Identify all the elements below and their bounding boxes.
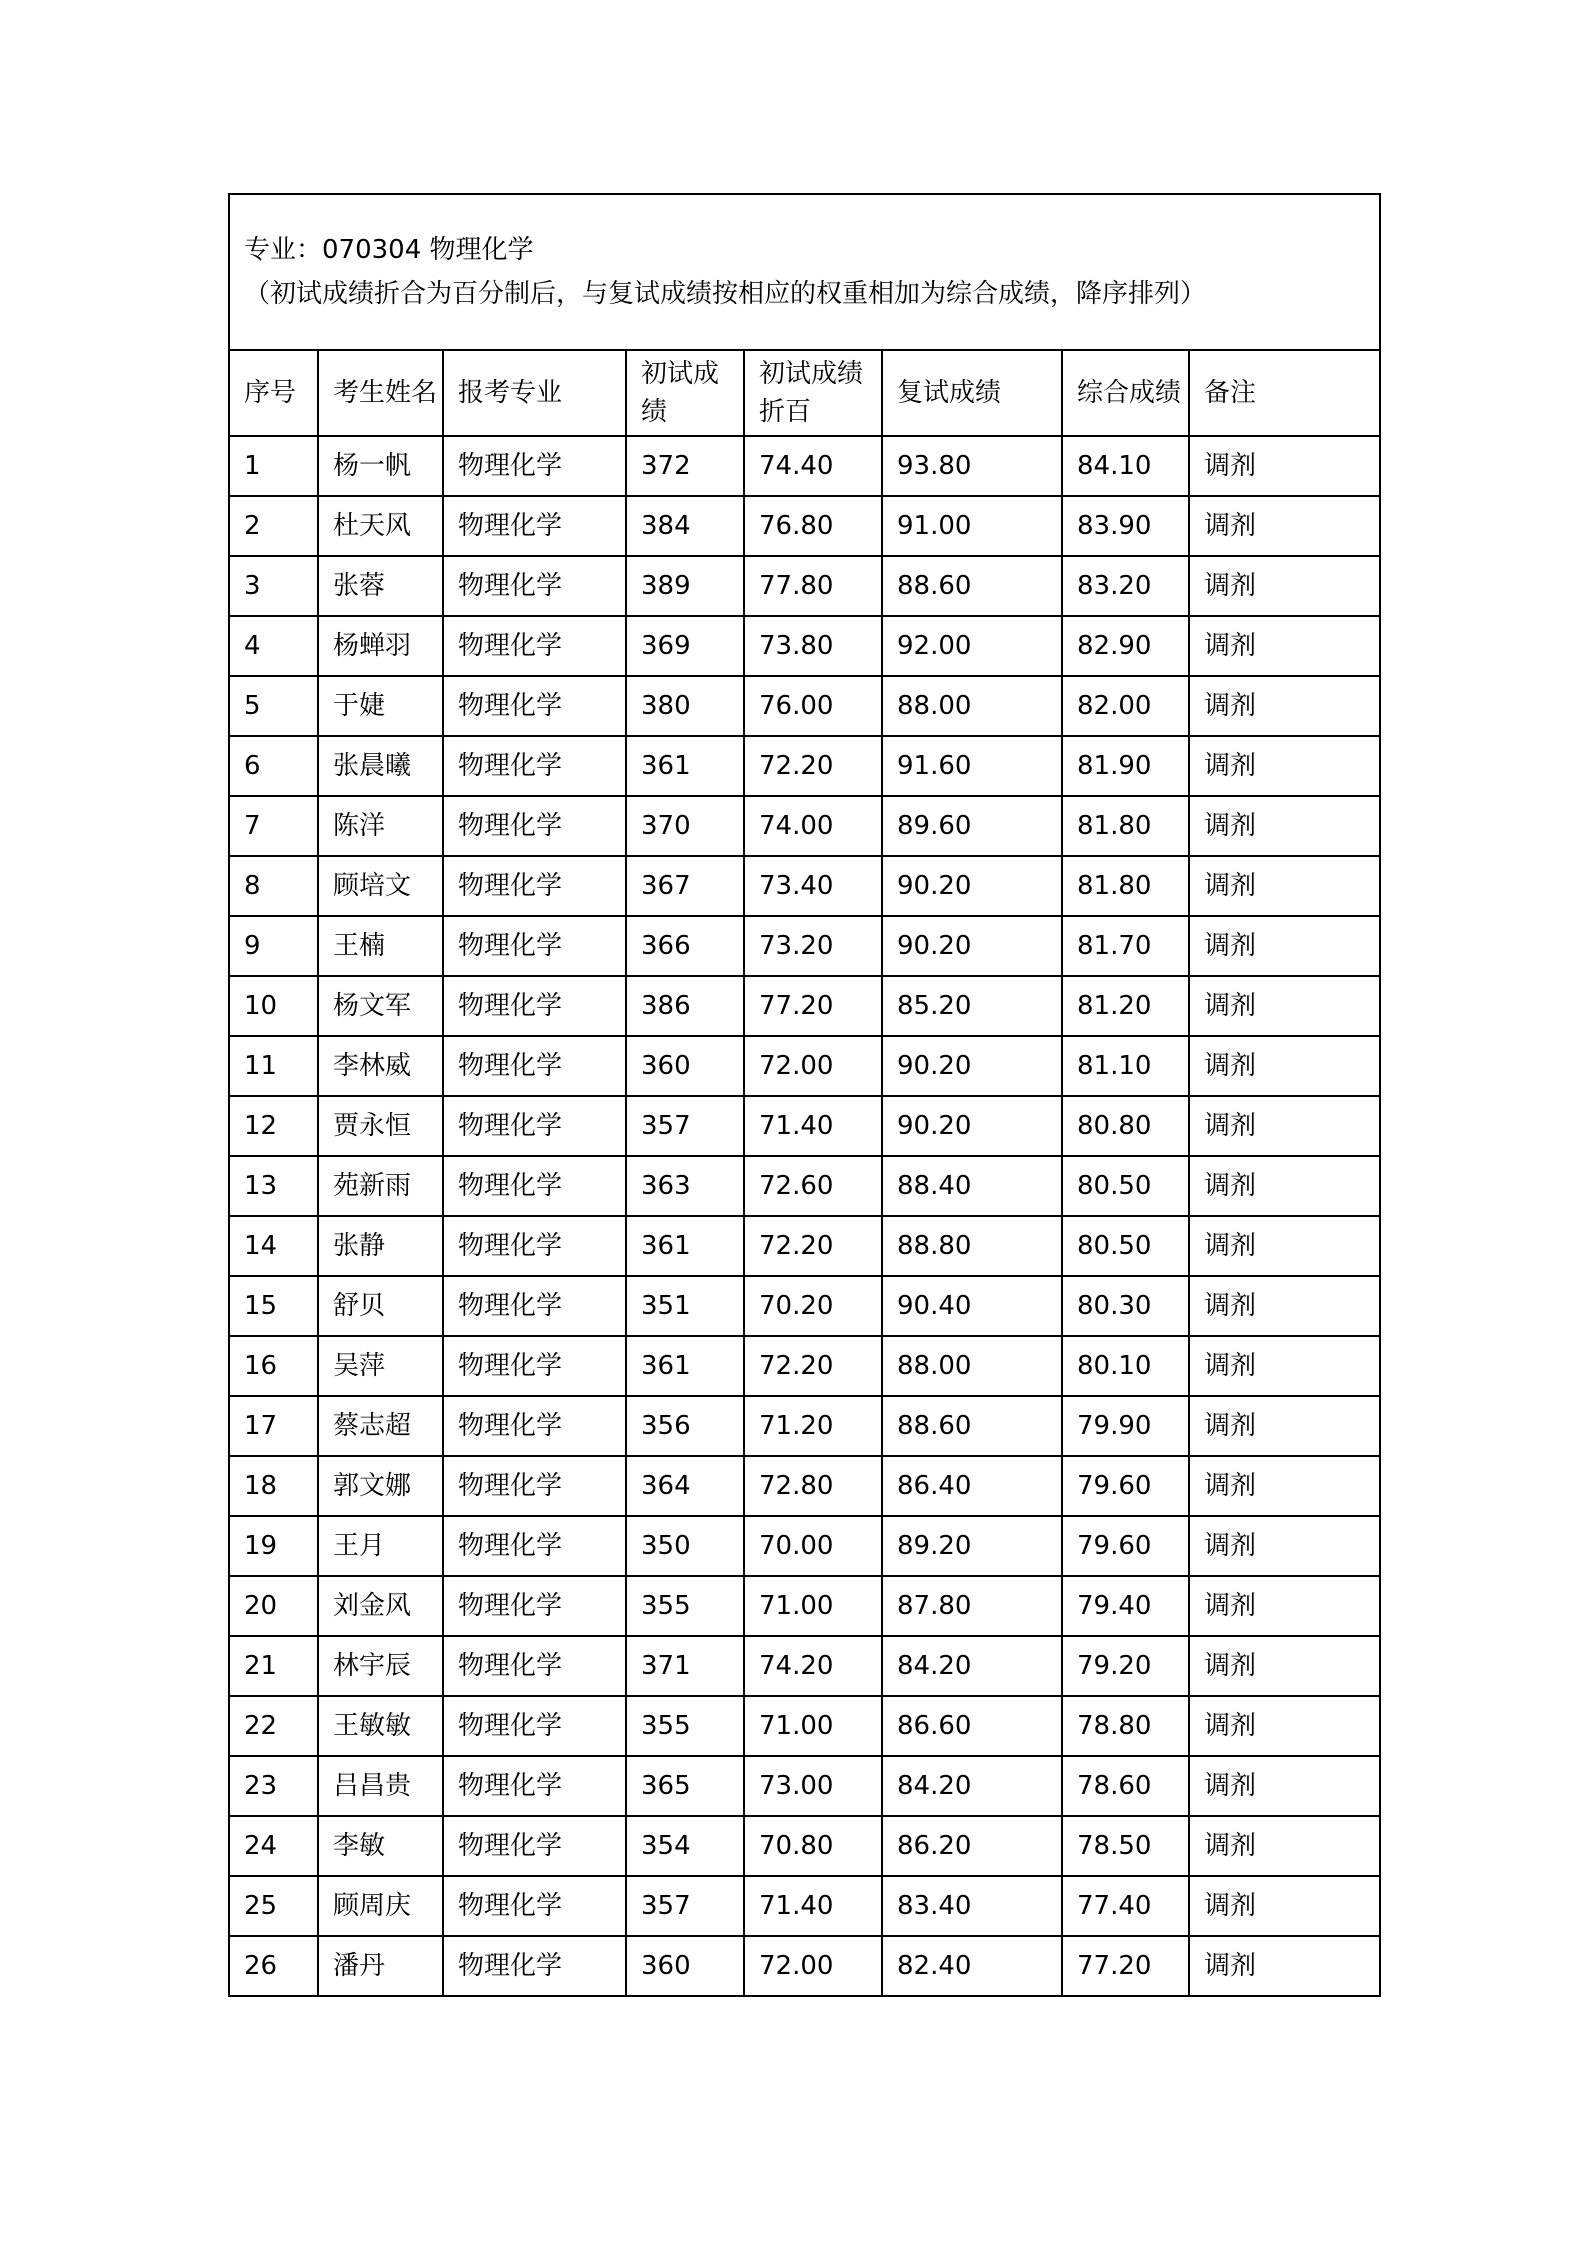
cell-retest-score: 91.00 bbox=[882, 496, 1062, 556]
cell-prelim-score: 360 bbox=[626, 1036, 744, 1096]
table-row bbox=[229, 736, 1380, 796]
cell-prelim-percent: 72.20 bbox=[744, 1336, 882, 1396]
cell-remark: 调剂 bbox=[1189, 1936, 1380, 1996]
cell-name: 杜天风 bbox=[318, 496, 443, 556]
cell-remark: 调剂 bbox=[1189, 1096, 1380, 1156]
cell-prelim-percent: 72.00 bbox=[744, 1036, 882, 1096]
cell-remark: 调剂 bbox=[1189, 616, 1380, 676]
cell-remark: 调剂 bbox=[1189, 1816, 1380, 1876]
cell-total-score: 79.60 bbox=[1062, 1456, 1189, 1516]
cell-index: 2 bbox=[229, 496, 318, 556]
cell-prelim-score: 356 bbox=[626, 1396, 744, 1456]
cell-total-score: 83.90 bbox=[1062, 496, 1189, 556]
table-row bbox=[229, 1216, 1380, 1276]
cell-remark: 调剂 bbox=[1189, 496, 1380, 556]
cell-remark: 调剂 bbox=[1189, 1396, 1380, 1456]
cell-index: 9 bbox=[229, 916, 318, 976]
cell-total-score: 82.90 bbox=[1062, 616, 1189, 676]
cell-name: 王月 bbox=[318, 1516, 443, 1576]
cell-prelim-percent: 71.20 bbox=[744, 1396, 882, 1456]
cell-index: 12 bbox=[229, 1096, 318, 1156]
cell-retest-score: 89.20 bbox=[882, 1516, 1062, 1576]
cell-name: 刘金风 bbox=[318, 1576, 443, 1636]
cell-retest-score: 88.60 bbox=[882, 1396, 1062, 1456]
cell-prelim-score: 360 bbox=[626, 1936, 744, 1996]
table-row bbox=[229, 496, 1380, 556]
cell-prelim-percent: 71.40 bbox=[744, 1876, 882, 1936]
cell-prelim-score: 357 bbox=[626, 1096, 744, 1156]
table-row bbox=[229, 1936, 1380, 1996]
cell-major: 物理化学 bbox=[443, 856, 626, 916]
table-row bbox=[229, 1156, 1380, 1216]
cell-prelim-percent: 70.00 bbox=[744, 1516, 882, 1576]
cell-major: 物理化学 bbox=[443, 616, 626, 676]
cell-name: 舒贝 bbox=[318, 1276, 443, 1336]
cell-major: 物理化学 bbox=[443, 1096, 626, 1156]
cell-major: 物理化学 bbox=[443, 1456, 626, 1516]
table-row bbox=[229, 676, 1380, 736]
cell-index: 21 bbox=[229, 1636, 318, 1696]
cell-major: 物理化学 bbox=[443, 1036, 626, 1096]
cell-retest-score: 90.20 bbox=[882, 856, 1062, 916]
cell-index: 10 bbox=[229, 976, 318, 1036]
cell-index: 16 bbox=[229, 1336, 318, 1396]
cell-major: 物理化学 bbox=[443, 1516, 626, 1576]
cell-total-score: 79.90 bbox=[1062, 1396, 1189, 1456]
cell-remark: 调剂 bbox=[1189, 796, 1380, 856]
cell-major: 物理化学 bbox=[443, 1696, 626, 1756]
caption-row bbox=[229, 194, 1380, 350]
cell-index: 17 bbox=[229, 1396, 318, 1456]
cell-total-score: 79.40 bbox=[1062, 1576, 1189, 1636]
table-row bbox=[229, 1336, 1380, 1396]
cell-index: 24 bbox=[229, 1816, 318, 1876]
cell-total-score: 81.80 bbox=[1062, 856, 1189, 916]
cell-prelim-score: 355 bbox=[626, 1576, 744, 1636]
cell-retest-score: 86.40 bbox=[882, 1456, 1062, 1516]
cell-name: 于婕 bbox=[318, 676, 443, 736]
cell-total-score: 77.40 bbox=[1062, 1876, 1189, 1936]
cell-prelim-score: 369 bbox=[626, 616, 744, 676]
cell-prelim-score: 384 bbox=[626, 496, 744, 556]
cell-remark: 调剂 bbox=[1189, 1876, 1380, 1936]
cell-prelim-score: 370 bbox=[626, 796, 744, 856]
cell-index: 18 bbox=[229, 1456, 318, 1516]
cell-prelim-percent: 74.00 bbox=[744, 796, 882, 856]
cell-name: 杨文军 bbox=[318, 976, 443, 1036]
cell-name: 杨一帆 bbox=[318, 436, 443, 496]
table-row bbox=[229, 1516, 1380, 1576]
cell-retest-score: 88.00 bbox=[882, 676, 1062, 736]
cell-major: 物理化学 bbox=[443, 1756, 626, 1816]
cell-retest-score: 89.60 bbox=[882, 796, 1062, 856]
major-line: 专业：070304 物理化学 bbox=[244, 235, 534, 265]
table-row bbox=[229, 1576, 1380, 1636]
cell-retest-score: 90.40 bbox=[882, 1276, 1062, 1336]
cell-retest-score: 85.20 bbox=[882, 976, 1062, 1036]
cell-remark: 调剂 bbox=[1189, 916, 1380, 976]
cell-total-score: 81.80 bbox=[1062, 796, 1189, 856]
cell-prelim-score: 354 bbox=[626, 1816, 744, 1876]
cell-remark: 调剂 bbox=[1189, 1036, 1380, 1096]
cell-prelim-score: 363 bbox=[626, 1156, 744, 1216]
cell-total-score: 81.90 bbox=[1062, 736, 1189, 796]
cell-prelim-percent: 74.40 bbox=[744, 436, 882, 496]
header-cell-prelim-score: 初试成绩 bbox=[626, 350, 744, 436]
table-row bbox=[229, 916, 1380, 976]
cell-prelim-score: 365 bbox=[626, 1756, 744, 1816]
cell-retest-score: 82.40 bbox=[882, 1936, 1062, 1996]
cell-retest-score: 88.60 bbox=[882, 556, 1062, 616]
cell-remark: 调剂 bbox=[1189, 736, 1380, 796]
table-row bbox=[229, 796, 1380, 856]
table-row bbox=[229, 1636, 1380, 1696]
cell-index: 3 bbox=[229, 556, 318, 616]
header-row bbox=[229, 350, 1380, 436]
cell-prelim-percent: 72.80 bbox=[744, 1456, 882, 1516]
table-row bbox=[229, 1696, 1380, 1756]
cell-major: 物理化学 bbox=[443, 1156, 626, 1216]
cell-prelim-percent: 72.60 bbox=[744, 1156, 882, 1216]
cell-prelim-percent: 77.80 bbox=[744, 556, 882, 616]
cell-name: 潘丹 bbox=[318, 1936, 443, 1996]
cell-index: 25 bbox=[229, 1876, 318, 1936]
cell-major: 物理化学 bbox=[443, 556, 626, 616]
cell-major: 物理化学 bbox=[443, 1396, 626, 1456]
cell-prelim-percent: 72.00 bbox=[744, 1936, 882, 1996]
cell-total-score: 77.20 bbox=[1062, 1936, 1189, 1996]
cell-prelim-score: 367 bbox=[626, 856, 744, 916]
cell-prelim-percent: 70.80 bbox=[744, 1816, 882, 1876]
cell-major: 物理化学 bbox=[443, 1276, 626, 1336]
cell-index: 15 bbox=[229, 1276, 318, 1336]
cell-major: 物理化学 bbox=[443, 1876, 626, 1936]
cell-total-score: 80.30 bbox=[1062, 1276, 1189, 1336]
cell-remark: 调剂 bbox=[1189, 1276, 1380, 1336]
cell-retest-score: 91.60 bbox=[882, 736, 1062, 796]
cell-prelim-score: 351 bbox=[626, 1276, 744, 1336]
cell-retest-score: 88.80 bbox=[882, 1216, 1062, 1276]
cell-prelim-score: 355 bbox=[626, 1696, 744, 1756]
table-row bbox=[229, 856, 1380, 916]
cell-total-score: 81.70 bbox=[1062, 916, 1189, 976]
cell-name: 顾周庆 bbox=[318, 1876, 443, 1936]
cell-total-score: 79.60 bbox=[1062, 1516, 1189, 1576]
table-row bbox=[229, 1816, 1380, 1876]
cell-index: 22 bbox=[229, 1696, 318, 1756]
cell-total-score: 82.00 bbox=[1062, 676, 1189, 736]
cell-remark: 调剂 bbox=[1189, 1576, 1380, 1636]
cell-name: 张静 bbox=[318, 1216, 443, 1276]
cell-prelim-percent: 76.00 bbox=[744, 676, 882, 736]
cell-remark: 调剂 bbox=[1189, 1156, 1380, 1216]
table-row bbox=[229, 1456, 1380, 1516]
cell-total-score: 80.50 bbox=[1062, 1216, 1189, 1276]
cell-remark: 调剂 bbox=[1189, 976, 1380, 1036]
cell-major: 物理化学 bbox=[443, 1576, 626, 1636]
cell-total-score: 79.20 bbox=[1062, 1636, 1189, 1696]
table-row bbox=[229, 436, 1380, 496]
cell-index: 6 bbox=[229, 736, 318, 796]
table-body bbox=[229, 194, 1380, 1996]
cell-prelim-score: 357 bbox=[626, 1876, 744, 1936]
cell-remark: 调剂 bbox=[1189, 1336, 1380, 1396]
cell-remark: 调剂 bbox=[1189, 676, 1380, 736]
cell-index: 5 bbox=[229, 676, 318, 736]
cell-major: 物理化学 bbox=[443, 1816, 626, 1876]
cell-prelim-percent: 71.40 bbox=[744, 1096, 882, 1156]
cell-prelim-score: 361 bbox=[626, 736, 744, 796]
cell-prelim-score: 364 bbox=[626, 1456, 744, 1516]
cell-prelim-score: 361 bbox=[626, 1216, 744, 1276]
cell-total-score: 78.50 bbox=[1062, 1816, 1189, 1876]
cell-name: 李林威 bbox=[318, 1036, 443, 1096]
table-row bbox=[229, 1096, 1380, 1156]
cell-prelim-percent: 72.20 bbox=[744, 1216, 882, 1276]
cell-retest-score: 93.80 bbox=[882, 436, 1062, 496]
cell-retest-score: 88.00 bbox=[882, 1336, 1062, 1396]
cell-prelim-percent: 77.20 bbox=[744, 976, 882, 1036]
cell-retest-score: 84.20 bbox=[882, 1636, 1062, 1696]
cell-retest-score: 87.80 bbox=[882, 1576, 1062, 1636]
cell-index: 26 bbox=[229, 1936, 318, 1996]
cell-prelim-score: 371 bbox=[626, 1636, 744, 1696]
cell-name: 张蓉 bbox=[318, 556, 443, 616]
header-cell-index: 序号 bbox=[229, 350, 318, 436]
cell-retest-score: 86.20 bbox=[882, 1816, 1062, 1876]
cell-major: 物理化学 bbox=[443, 976, 626, 1036]
cell-name: 林宇辰 bbox=[318, 1636, 443, 1696]
cell-index: 8 bbox=[229, 856, 318, 916]
cell-remark: 调剂 bbox=[1189, 1516, 1380, 1576]
cell-name: 苑新雨 bbox=[318, 1156, 443, 1216]
cell-prelim-percent: 73.40 bbox=[744, 856, 882, 916]
cell-name: 王楠 bbox=[318, 916, 443, 976]
cell-total-score: 83.20 bbox=[1062, 556, 1189, 616]
header-cell-prelim-percent: 初试成绩折百 bbox=[744, 350, 882, 436]
cell-name: 张晨曦 bbox=[318, 736, 443, 796]
cell-total-score: 80.50 bbox=[1062, 1156, 1189, 1216]
cell-major: 物理化学 bbox=[443, 1936, 626, 1996]
cell-major: 物理化学 bbox=[443, 1336, 626, 1396]
cell-major: 物理化学 bbox=[443, 1216, 626, 1276]
cell-index: 13 bbox=[229, 1156, 318, 1216]
cell-prelim-percent: 72.20 bbox=[744, 736, 882, 796]
cell-prelim-percent: 71.00 bbox=[744, 1696, 882, 1756]
cell-retest-score: 83.40 bbox=[882, 1876, 1062, 1936]
cell-name: 郭文娜 bbox=[318, 1456, 443, 1516]
cell-prelim-percent: 76.80 bbox=[744, 496, 882, 556]
cell-prelim-score: 380 bbox=[626, 676, 744, 736]
cell-total-score: 81.20 bbox=[1062, 976, 1189, 1036]
cell-retest-score: 90.20 bbox=[882, 1096, 1062, 1156]
cell-major: 物理化学 bbox=[443, 676, 626, 736]
table-row bbox=[229, 1756, 1380, 1816]
cell-retest-score: 90.20 bbox=[882, 916, 1062, 976]
cell-remark: 调剂 bbox=[1189, 856, 1380, 916]
cell-prelim-percent: 71.00 bbox=[744, 1576, 882, 1636]
table-row bbox=[229, 976, 1380, 1036]
cell-retest-score: 88.40 bbox=[882, 1156, 1062, 1216]
cell-remark: 调剂 bbox=[1189, 1756, 1380, 1816]
cell-remark: 调剂 bbox=[1189, 1636, 1380, 1696]
cell-index: 1 bbox=[229, 436, 318, 496]
cell-retest-score: 84.20 bbox=[882, 1756, 1062, 1816]
table-row bbox=[229, 616, 1380, 676]
cell-prelim-score: 389 bbox=[626, 556, 744, 616]
cell-name: 蔡志超 bbox=[318, 1396, 443, 1456]
header-cell-retest-score: 复试成绩 bbox=[882, 350, 1062, 436]
table-row bbox=[229, 556, 1380, 616]
table-row bbox=[229, 1876, 1380, 1936]
cell-major: 物理化学 bbox=[443, 436, 626, 496]
header-cell-total-score: 综合成绩 bbox=[1062, 350, 1189, 436]
cell-index: 19 bbox=[229, 1516, 318, 1576]
cell-total-score: 80.80 bbox=[1062, 1096, 1189, 1156]
cell-prelim-percent: 73.80 bbox=[744, 616, 882, 676]
header-cell-major: 报考专业 bbox=[443, 350, 626, 436]
table-row bbox=[229, 1276, 1380, 1336]
cell-prelim-percent: 73.20 bbox=[744, 916, 882, 976]
cell-index: 20 bbox=[229, 1576, 318, 1636]
cell-name: 吴萍 bbox=[318, 1336, 443, 1396]
cell-prelim-score: 366 bbox=[626, 916, 744, 976]
cell-total-score: 80.10 bbox=[1062, 1336, 1189, 1396]
cell-prelim-percent: 74.20 bbox=[744, 1636, 882, 1696]
cell-name: 陈洋 bbox=[318, 796, 443, 856]
scores-table bbox=[228, 193, 1381, 1997]
cell-retest-score: 86.60 bbox=[882, 1696, 1062, 1756]
cell-major: 物理化学 bbox=[443, 1636, 626, 1696]
cell-remark: 调剂 bbox=[1189, 1216, 1380, 1276]
cell-prelim-score: 386 bbox=[626, 976, 744, 1036]
cell-index: 23 bbox=[229, 1756, 318, 1816]
cell-name: 李敏 bbox=[318, 1816, 443, 1876]
cell-remark: 调剂 bbox=[1189, 1696, 1380, 1756]
header-cell-remark: 备注 bbox=[1189, 350, 1380, 436]
cell-retest-score: 92.00 bbox=[882, 616, 1062, 676]
cell-prelim-score: 350 bbox=[626, 1516, 744, 1576]
cell-prelim-score: 361 bbox=[626, 1336, 744, 1396]
cell-major: 物理化学 bbox=[443, 496, 626, 556]
cell-remark: 调剂 bbox=[1189, 556, 1380, 616]
cell-index: 4 bbox=[229, 616, 318, 676]
cell-prelim-percent: 70.20 bbox=[744, 1276, 882, 1336]
cell-name: 杨蝉羽 bbox=[318, 616, 443, 676]
table-row bbox=[229, 1396, 1380, 1456]
cell-retest-score: 90.20 bbox=[882, 1036, 1062, 1096]
table-row bbox=[229, 1036, 1380, 1096]
cell-remark: 调剂 bbox=[1189, 1456, 1380, 1516]
cell-name: 贾永恒 bbox=[318, 1096, 443, 1156]
cell-major: 物理化学 bbox=[443, 916, 626, 976]
cell-total-score: 81.10 bbox=[1062, 1036, 1189, 1096]
cell-major: 物理化学 bbox=[443, 736, 626, 796]
cell-name: 顾培文 bbox=[318, 856, 443, 916]
table-caption bbox=[229, 194, 1380, 350]
cell-prelim-score: 372 bbox=[626, 436, 744, 496]
cell-total-score: 78.60 bbox=[1062, 1756, 1189, 1816]
cell-prelim-percent: 73.00 bbox=[744, 1756, 882, 1816]
cell-remark: 调剂 bbox=[1189, 436, 1380, 496]
cell-name: 王敏敏 bbox=[318, 1696, 443, 1756]
cell-index: 14 bbox=[229, 1216, 318, 1276]
cell-index: 11 bbox=[229, 1036, 318, 1096]
cell-index: 7 bbox=[229, 796, 318, 856]
ranking-note: （初试成绩折合为百分制后，与复试成绩按相应的权重相加为综合成绩，降序排列） bbox=[244, 279, 1207, 309]
cell-major: 物理化学 bbox=[443, 796, 626, 856]
cell-total-score: 78.80 bbox=[1062, 1696, 1189, 1756]
header-cell-name: 考生姓名 bbox=[318, 350, 443, 436]
cell-name: 吕昌贵 bbox=[318, 1756, 443, 1816]
cell-total-score: 84.10 bbox=[1062, 436, 1189, 496]
